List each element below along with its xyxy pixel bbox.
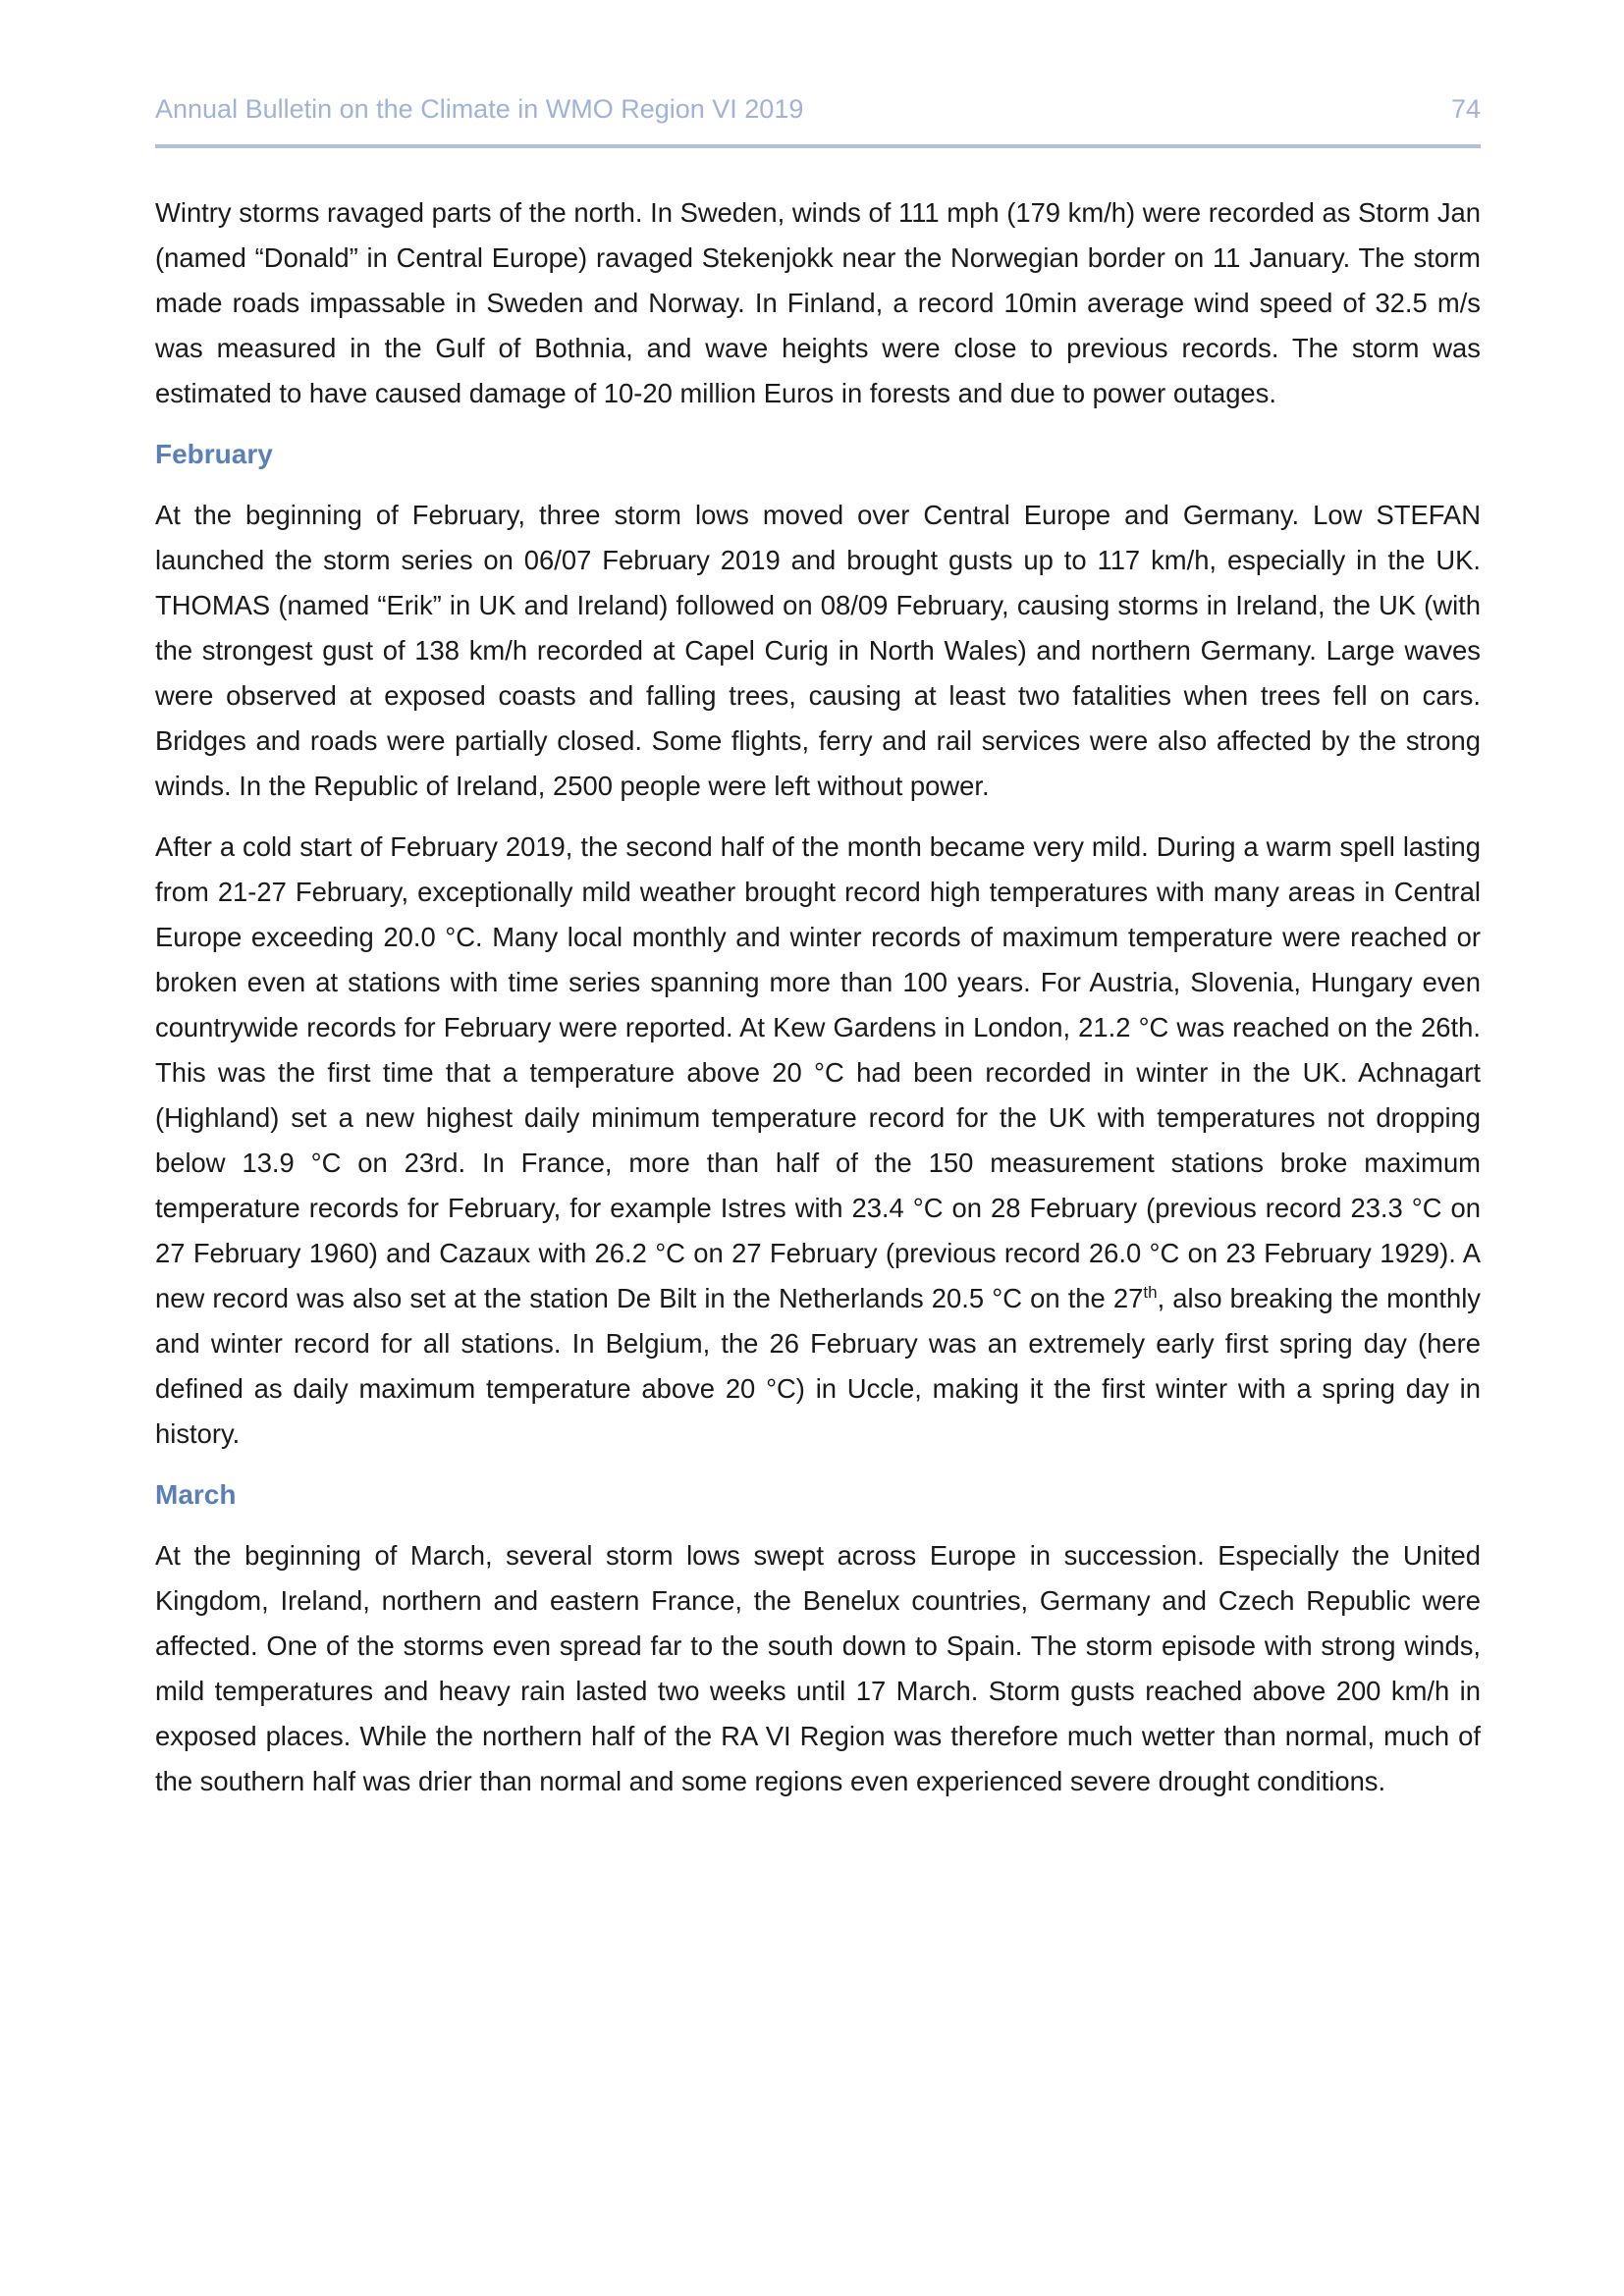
body-text [155, 190, 1481, 1820]
paragraph-february-warm-spell [155, 825, 1481, 1457]
header-divider [155, 144, 1481, 148]
paragraph-february-storms: At the beginning of February, three storm lows moved over Central Europe and Germany. Low STEFAN launched the storm series on 06/07 February 2019 and brought gusts up to 117 km/h, especially in the UK. THOMAS (named “Erik” in UK and Ireland) followed on 08/09 February, causing storms in Ireland, the UK (with the strongest gust of 138 km/h recorded at Capel Curig in North Wales) and northern Germany. Large waves were observed at exposed coasts and falling trees, causing at least two fatalities when trees fell on cars. Bridges and roads were partially closed. Some flights, ferry and rail services were also affected by the strong winds. In the Republic of Ireland, 2500 people were left without power. [155, 500, 1481, 801]
page-number: 74 [1450, 94, 1481, 124]
paragraph-march-storms: At the beginning of March, several storm lows swept across Europe in succession. Especially the United Kingdom, Ireland, northern and eastern France, the Benelux countries, Germany and Czech Republic were affected. One of the storms even spread far to the south down to Spain. The storm episode with strong winds, mild temperatures and heavy rain lasted two weeks until 17 March. Storm gusts reached above 200 km/h in exposed places. While the northern half of the RA VI Region was therefore much wetter than normal, much of the southern half was drier than normal and some regions even experienced severe drought conditions. [155, 1540, 1481, 1796]
paragraph-text-part: After a cold start of February 2019, the second half of the month became very mild. During a warm spell lasting from 21-27 February, exceptionally mild weather brought record high temperatures with many areas in Central Europe exceeding 20.0 °C. Many local monthly and winter records of maximum temperature were reached or broken even at stations with time series spanning more than 100 years. For Austria, Slovenia, Hungary even countrywide records for February were reported. At Kew Gardens in London, 21.2 °C was reached on the 26th. This was the first time that a temperature above 20 °C had been recorded in winter in the UK. Achnagart (Highland) set a new highest daily minimum temperature record for the UK with temperatures not dropping below 13.9 °C on 23rd. In France, more than half of the 150 measurement stations broke maximum temperature records for February, for example Istres with 23.4 °C on 28 February (previous record 23.3 °C on 27 February 1960) and Cazaux with 26.2 °C on 27 February (previous record 26.0 °C on 23 February 1929). A new record was also set at the station De Bilt in the Netherlands 20.5 °C on the 27 [155, 831, 1481, 1313]
paragraph-text-part: , also breaking the monthly and winter record for all stations. In Belgium, the 26 February was an extremely early first spring day (here defined as daily maximum temperature above 20 °C) in Uccle, making it the first winter with a spring day in history. [155, 1283, 1481, 1449]
paragraph-intro: Wintry storms ravaged parts of the north. In Sweden, winds of 111 mph (179 km/h) were recorded as Storm Jan (named “Donald” in Central Europe) ravaged Stekenjokk near the Norwegian border on 11 January. The storm made roads impassable in Sweden and Norway. In Finland, a record 10min average wind speed of 32.5 m/s was measured in the Gulf of Bothnia, and wave heights were close to previous records. The storm was estimated to have caused damage of 10-20 million Euros in forests and due to power outages. [155, 197, 1481, 408]
heading-february: February [155, 439, 273, 469]
heading-march: March [155, 1479, 237, 1510]
running-header [155, 94, 1481, 133]
ordinal-superscript: th [1143, 1282, 1158, 1302]
header-title: Annual Bulletin on the Climate in WMO Region VI 2019 [155, 94, 804, 124]
